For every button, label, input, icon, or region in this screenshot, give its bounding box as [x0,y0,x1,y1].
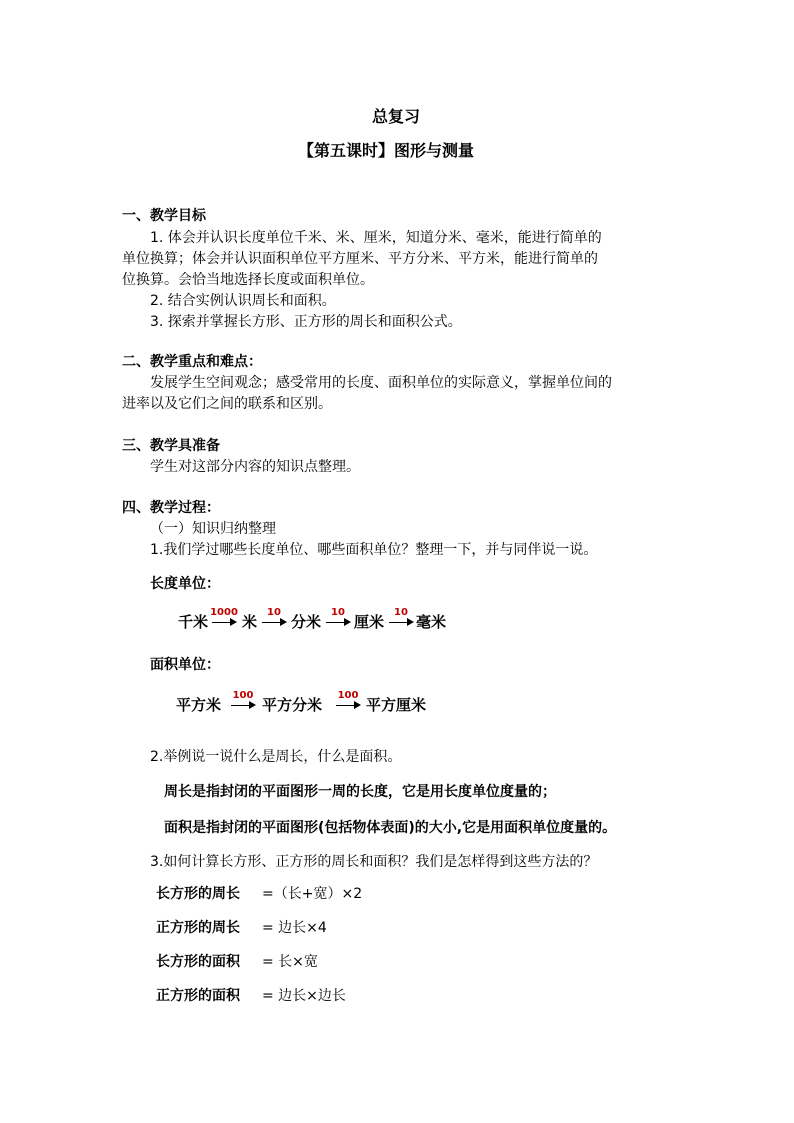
formula-name: 正方形的周长 [156,920,240,936]
formula-name: 正方形的面积 [156,988,240,1004]
section-heading-goals: 一、教学目标 [122,208,206,224]
conversion-arrow-icon [210,607,238,629]
formula-name: 长方形的周长 [156,886,240,902]
ratio-label: 10 [394,607,408,618]
goal-item-2: 2. 结合实例认识周长和面积。 [150,293,336,309]
preparation-line-1: 学生对这部分内容的知识点整理。 [150,459,360,475]
conversion-arrow-icon [324,607,352,629]
conversion-arrow-icon [334,690,362,712]
formula-expression: = 长×宽 [262,954,318,970]
area-units-label: 面积单位： [150,657,220,673]
ratio-label: 100 [337,690,359,701]
length-units-label: 长度单位： [150,576,220,592]
conversion-arrow-icon [229,690,257,712]
unit-kilometer: 千米 [178,613,209,631]
ratio-label: 10 [331,607,345,618]
key-points-line-1: 发展学生空间观念；感受常用的长度、面积单位的实际意义，掌握单位间的 [150,375,612,391]
key-points-line-2: 进率以及它们之间的联系和区别。 [122,396,332,412]
formula-expression: = 边长×4 [262,920,327,936]
process-subheading: （一）知识归纳整理 [150,521,276,537]
unit-meter: 米 [242,613,258,631]
ratio-label: 1000 [210,607,238,618]
goal-item-1-line-1: 1. 体会并认识长度单位千米、米、厘米，知道分米、毫米，能进行简单的 [150,230,602,246]
unit-millimeter: 毫米 [416,613,447,631]
question-2: 2.举例说一说什么是周长，什么是面积。 [150,749,402,765]
section-heading-process: 四、教学过程： [122,500,220,516]
formula-name: 长方形的面积 [156,954,240,970]
question-1: 1.我们学过哪些长度单位、哪些面积单位？整理一下，并与同伴说一说。 [150,542,598,558]
unit-decimeter: 分米 [291,613,322,631]
ratio-label: 100 [232,690,254,701]
goal-item-1-line-2: 单位换算；体会并认识面积单位平方厘米、平方分米、平方米，能进行简单的 [122,251,598,267]
goal-item-3: 3. 探索并掌握长方形、正方形的周长和面积公式。 [150,314,462,330]
lesson-subtitle: 【第五课时】图形与测量 [298,141,475,160]
unit-square-centimeter: 平方厘米 [366,696,427,714]
area-definition: 面积是指封闭的平面图形(包括物体表面)的大小,它是用面积单位度量的。 [164,820,617,836]
unit-square-decimeter: 平方分米 [262,696,323,714]
unit-centimeter: 厘米 [354,613,385,631]
formula-expression: =（长+宽）×2 [262,886,363,902]
ratio-label: 10 [267,607,281,618]
perimeter-definition: 周长是指封闭的平面图形一周的长度，它是用长度单位度量的； [164,784,556,800]
goal-item-1-line-3: 位换算。会恰当地选择长度或面积单位。 [122,272,374,288]
document-title: 总复习 [372,107,421,126]
section-heading-preparation: 三、教学具准备 [122,438,220,454]
conversion-arrow-icon [260,607,288,629]
section-heading-key-points: 二、教学重点和难点： [122,354,262,370]
unit-square-meter: 平方米 [176,696,222,714]
question-3: 3.如何计算长方形、正方形的周长和面积？我们是怎样得到这些方法的？ [150,854,598,870]
conversion-arrow-icon [387,607,415,629]
formula-expression: = 边长×边长 [262,988,346,1004]
